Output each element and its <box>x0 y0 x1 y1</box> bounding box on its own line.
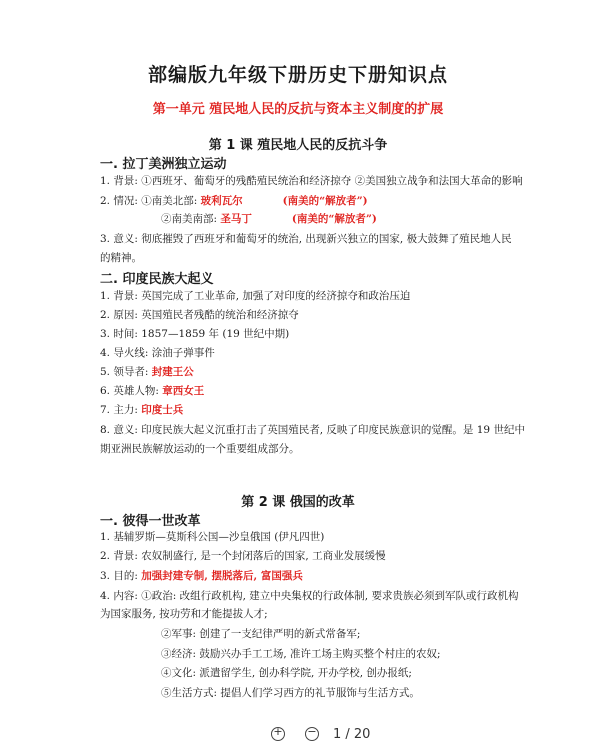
highlight-text: 印度士兵 <box>141 404 184 416</box>
lesson-1-heading: 第 1 课 殖民地人民的反抗斗争 <box>208 138 388 153</box>
text-line: ④文化: 派遣留学生, 创办科学院, 开办学校, 创办报纸; <box>161 667 412 679</box>
unit-heading: 第一单元 殖民地人民的反抗与资本主义制度的扩展 <box>152 102 444 117</box>
zoom-in-button[interactable] <box>271 727 285 741</box>
text-span: 5. 领导者: <box>100 366 152 378</box>
zoom-out-button[interactable] <box>305 727 319 741</box>
text-span: 7. 主力: <box>100 404 142 416</box>
highlight-text: 玻利瓦尔 <box>200 195 243 207</box>
section-india-uprising: 二. 印度民族大起义 <box>100 272 214 287</box>
text-line <box>100 569 303 583</box>
highlight-text: 圣马丁 <box>220 213 252 225</box>
highlight-text: (南美的“解放者”) <box>291 213 377 225</box>
text-line: ②军事: 创建了一支纪律严明的新式常备军; <box>161 628 361 640</box>
text-line <box>100 403 183 417</box>
highlight-text: 加强封建专制, 摆脱落后, 富国强兵 <box>141 570 303 582</box>
text-span: 6. 英雄人物: <box>100 385 163 397</box>
text-line <box>100 194 368 208</box>
text-line: 4. 导火线: 涂油子弹事件 <box>100 347 215 359</box>
text-line <box>100 365 194 379</box>
text-line <box>161 212 377 226</box>
text-span: ②南美南部: <box>161 213 221 225</box>
text-line: 的精神。 <box>100 252 142 264</box>
text-line: 4. 内容: ①政治: 改组行政机构, 建立中央集权的行政体制, 要求贵族必须到军队或行政机构 <box>100 590 519 602</box>
text-line: 1. 背景: ①西班牙、葡萄牙的残酷殖民统治和经济掠夺 ②美国独立战争和法国大革命的影响 <box>100 175 523 187</box>
text-line: 2. 原因: 英国殖民者残酷的统治和经济掠夺 <box>100 309 299 321</box>
text-line: ⑤生活方式: 提倡人们学习西方的礼节服饰与生活方式。 <box>161 687 420 699</box>
document-title: 部编版九年级下册历史下册知识点 <box>147 64 448 86</box>
text-span: 3. 目的: <box>100 570 142 582</box>
text-line: 8. 意义: 印度民族大起义沉重打击了英国殖民者, 反映了印度民族意识的觉醒。是 19 世纪中 <box>100 424 525 436</box>
text-line: 1. 背景: 英国完成了工业革命, 加强了对印度的经济掠夺和政治压迫 <box>100 290 411 302</box>
text-line <box>100 384 204 398</box>
section-peter-reform: 一. 彼得一世改革 <box>100 514 201 529</box>
text-span: 2. 情况: ①南美北部: <box>100 195 201 207</box>
text-line: 为国家服务, 按功劳和才能提拔人才; <box>100 608 268 620</box>
highlight-text: 封建王公 <box>151 366 194 378</box>
highlight-text: (南美的“解放者”) <box>282 195 368 207</box>
text-line: 1. 基辅罗斯—莫斯科公国—沙皇俄国 (伊凡四世) <box>100 531 325 543</box>
zoom-out-icon: − <box>307 725 317 738</box>
text-line: 期亚洲民族解放运动的一个重要组成部分。 <box>100 443 300 455</box>
highlight-text: 章西女王 <box>162 385 205 397</box>
text-line: 3. 时间: 1857—1859 年 (19 世纪中期) <box>100 328 290 340</box>
page-indicator: 1 / 20 <box>333 727 371 742</box>
viewer-toolbar <box>0 708 596 740</box>
section-latin-america: 一. 拉丁美洲独立运动 <box>100 157 227 172</box>
text-line: 3. 意义: 彻底摧毁了西班牙和葡萄牙的统治, 出现新兴独立的国家, 极大鼓舞了殖民地人民 <box>100 233 512 245</box>
text-line: ③经济: 鼓励兴办手工工场, 准许工场主购买整个村庄的农奴; <box>161 648 441 660</box>
lesson-2-heading: 第 2 课 俄国的改革 <box>241 495 355 510</box>
zoom-in-icon: + <box>273 725 283 738</box>
text-line: 2. 背景: 农奴制盛行, 是一个封闭落后的国家, 工商业发展缓慢 <box>100 550 386 562</box>
